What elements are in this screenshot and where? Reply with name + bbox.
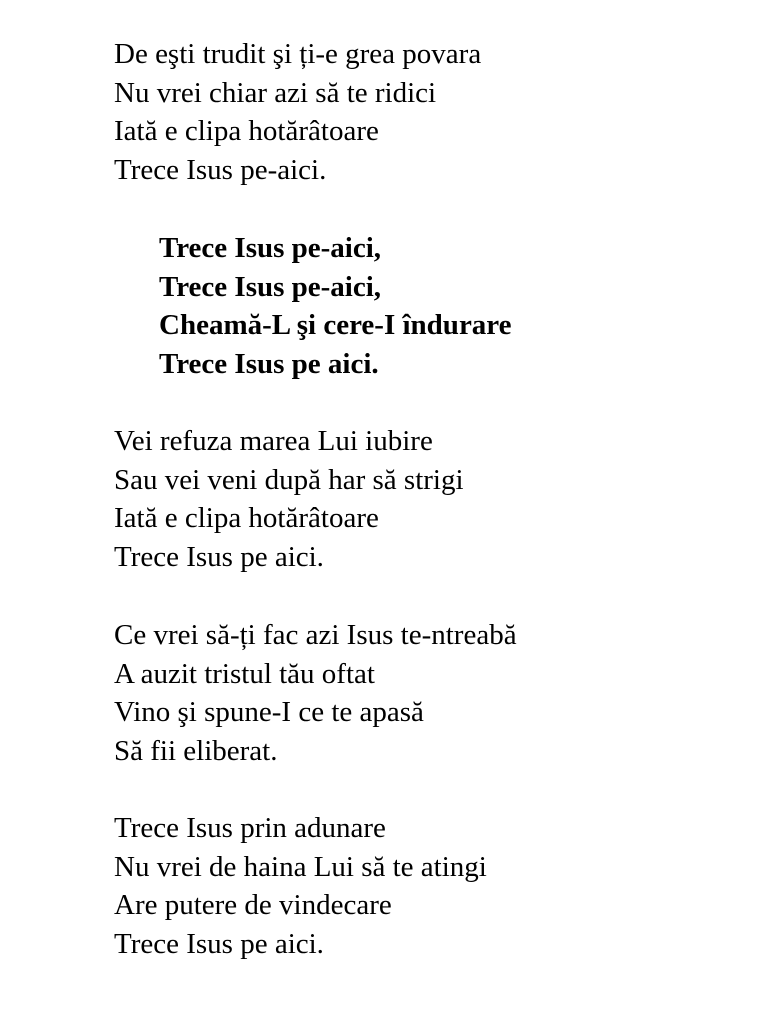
verse-line: Vei refuza marea Lui iubire <box>114 425 433 457</box>
chorus-line: Trece Isus pe-aici, <box>159 270 382 303</box>
verse-stanza <box>114 35 481 190</box>
verse-stanza <box>114 616 517 771</box>
verse-line: Să fii eliberat. <box>114 735 278 768</box>
verse-stanza <box>114 809 487 964</box>
chorus-line: Cheamă-L şi cere-I îndurare <box>159 309 512 342</box>
chorus-line: Trece Isus pe aici. <box>159 348 379 381</box>
verse-line: De eşti trudit şi ți-e grea povara <box>114 38 482 70</box>
verse-line: A auzit tristul tău oftat <box>114 657 375 690</box>
verse-line: Trece Isus pe aici. <box>114 541 324 574</box>
verse-line: Ce vrei să-ți fac azi Isus te-ntreabă <box>114 619 517 651</box>
verse-line: Trece Isus pe-aici. <box>114 154 327 187</box>
chorus-stanza <box>159 229 512 384</box>
verse-line: Nu vrei chiar azi să te ridici <box>114 76 437 109</box>
verse-line: Iată e clipa hotărâtoare <box>114 502 379 535</box>
verse-line: Iată e clipa hotărâtoare <box>114 115 379 148</box>
chorus-line: Trece Isus pe-aici, <box>159 232 382 264</box>
verse-stanza <box>114 422 464 577</box>
verse-line: Trece Isus pe aici. <box>114 928 324 961</box>
verse-line: Nu vrei de haina Lui să te atingi <box>114 850 487 883</box>
verse-line: Are putere de vindecare <box>114 889 392 922</box>
verse-line: Vino şi spune-I ce te apasă <box>114 696 424 729</box>
verse-line: Sau vei veni după har să strigi <box>114 463 464 496</box>
verse-line: Trece Isus prin adunare <box>114 812 386 844</box>
